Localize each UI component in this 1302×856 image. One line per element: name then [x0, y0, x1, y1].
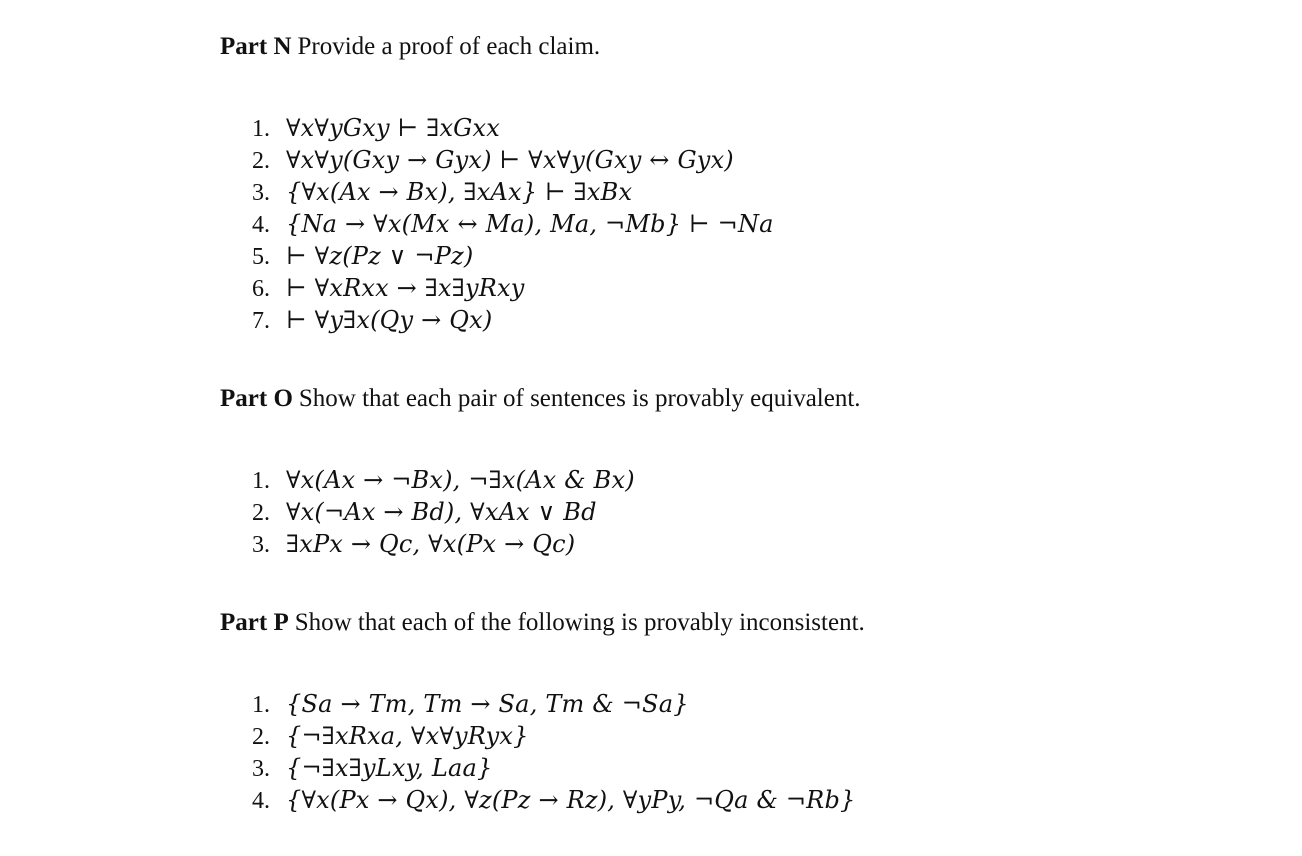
item-number: 3.	[252, 532, 270, 558]
item-number: 3.	[252, 756, 270, 782]
list-item	[252, 496, 635, 528]
item-formula: {¬∃x∃yLxy, Laa}	[286, 754, 493, 782]
item-number: 2.	[252, 724, 270, 750]
list-item	[252, 112, 774, 144]
list-item	[252, 688, 855, 720]
list-item	[252, 784, 855, 816]
part-n-instruction: Provide a proof of each claim.	[297, 33, 601, 60]
list-item	[252, 304, 774, 336]
item-number: 1.	[252, 692, 270, 718]
item-formula: ⊢ ∀z(Pz ∨ ¬Pz)	[286, 242, 474, 270]
item-formula: ∀x(Ax → ¬Bx), ¬∃x(Ax & Bx)	[286, 466, 635, 494]
item-formula: ⊢ ∀xRxx → ∃x∃yRxy	[286, 274, 525, 302]
item-number: 4.	[252, 788, 270, 814]
part-n-label: Part N	[220, 33, 292, 60]
item-formula: ∃xPx → Qc, ∀x(Px → Qc)	[286, 530, 576, 558]
list-item	[252, 720, 855, 752]
item-formula: {¬∃xRxa, ∀x∀yRyx}	[286, 722, 529, 750]
part-o-label: Part O	[220, 385, 293, 412]
list-item	[252, 528, 635, 560]
part-p-heading	[220, 606, 1220, 640]
item-number: 4.	[252, 212, 270, 238]
part-o-list	[252, 464, 635, 560]
part-o-heading	[220, 382, 1220, 416]
item-number: 5.	[252, 244, 270, 270]
item-number: 3.	[252, 180, 270, 206]
part-n-list	[252, 112, 774, 336]
item-formula: ∀x∀yGxy ⊢ ∃xGxx	[286, 114, 501, 142]
item-number: 1.	[252, 468, 270, 494]
list-item	[252, 752, 855, 784]
item-number: 7.	[252, 308, 270, 334]
item-number: 6.	[252, 276, 270, 302]
list-item	[252, 176, 774, 208]
part-p-instruction: Show that each of the following is provably inconsistent.	[294, 609, 865, 636]
list-item	[252, 240, 774, 272]
part-p-label: Part P	[220, 609, 289, 636]
item-number: 2.	[252, 148, 270, 174]
item-formula: ⊢ ∀y∃x(Qy → Qx)	[286, 306, 493, 334]
part-n-section	[220, 30, 1220, 334]
part-p-section	[220, 606, 1220, 814]
part-o-section	[220, 382, 1220, 558]
list-item	[252, 272, 774, 304]
list-item	[252, 208, 774, 240]
item-formula: {∀x(Px → Qx), ∀z(Pz → Rz), ∀yPy, ¬Qa & ¬Rb}	[286, 786, 856, 814]
item-formula: {∀x(Ax → Bx), ∃xAx} ⊢ ∃xBx	[286, 178, 633, 206]
part-p-list	[252, 688, 855, 816]
part-o-instruction: Show that each pair of sentences is provably equivalent.	[298, 385, 861, 412]
part-n-heading	[220, 30, 1220, 64]
item-formula: {Na → ∀x(Mx ↔ Ma), Ma, ¬Mb} ⊢ ¬Na	[286, 210, 774, 238]
item-formula: ∀x∀y(Gxy → Gyx) ⊢ ∀x∀y(Gxy ↔ Gyx)	[286, 146, 734, 174]
list-item	[252, 144, 774, 176]
list-item	[252, 464, 635, 496]
item-formula: {Sa → Tm, Tm → Sa, Tm & ¬Sa}	[286, 690, 689, 718]
item-number: 1.	[252, 116, 270, 142]
item-formula: ∀x(¬Ax → Bd), ∀xAx ∨ Bd	[286, 498, 597, 526]
item-number: 2.	[252, 500, 270, 526]
